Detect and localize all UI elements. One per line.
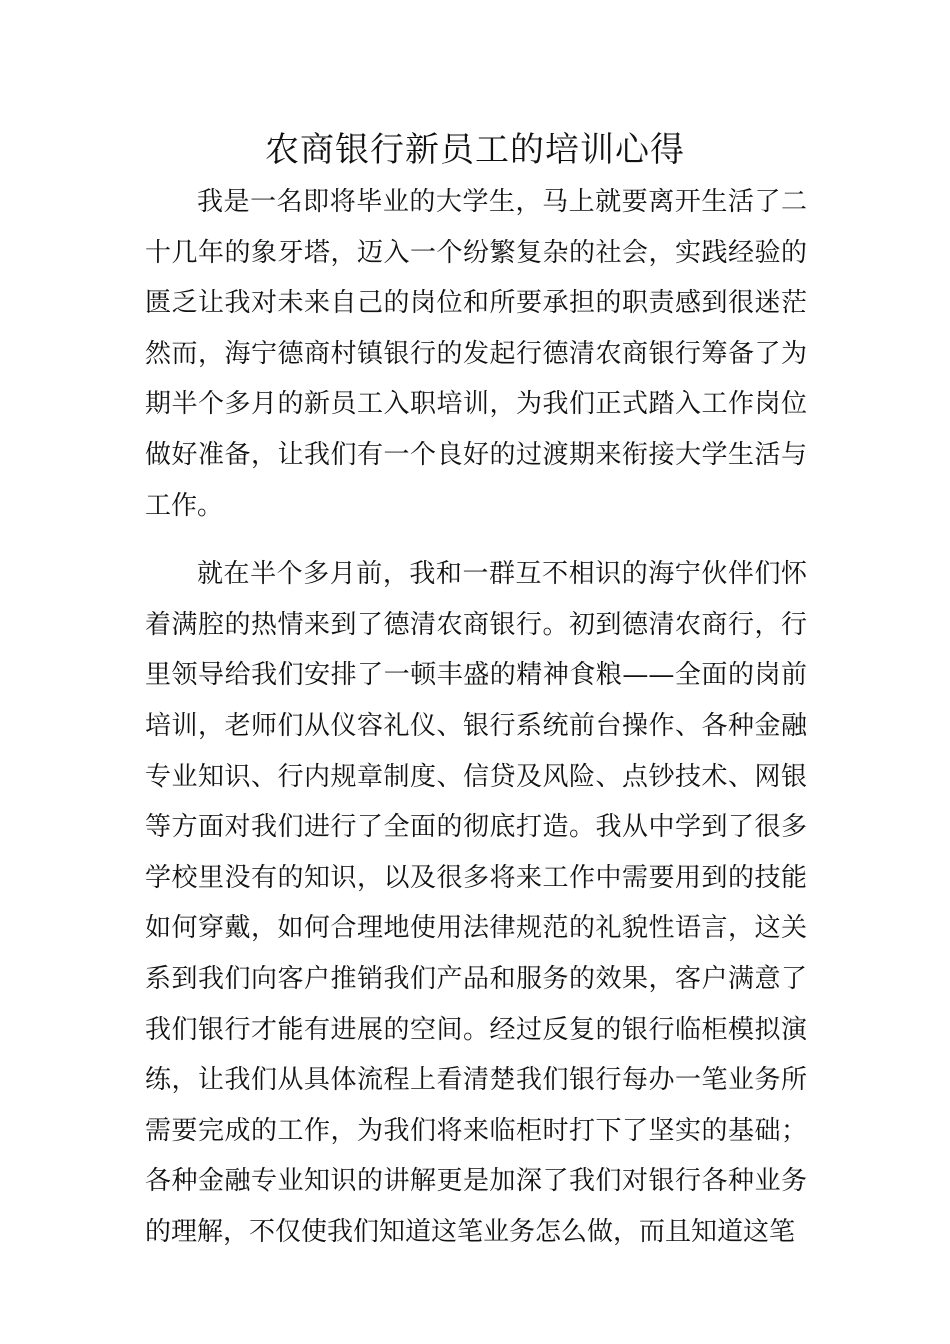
document-title: 农商银行新员工的培训心得 bbox=[265, 130, 685, 170]
document-body bbox=[145, 177, 807, 1257]
paragraph-2: 就在半个多月前，我和一群互不相识的海宁伙伴们怀着满腔的热情来到了德清农商银行。初到德清农商行，行里领导给我们安排了一顿丰盛的精神食粮——全面的岗前培训，老师们从仪容礼仪、银行系统前台操作、各种金融专业知识、行内规章制度、信贷及风险、点钞技术、网银等方面对我们进行了全面的彻底打造。我从中学到了很多学校里没有的知识，以及很多将来工作中需要用到的技能如何穿戴，如何合理地使用法律规范的礼貌性语言，这关系到我们向客户推销我们产品和服务的效果，客户满意了我们银行才能有进展的空间。经过反复的银行临柜模拟演练，让我们从具体流程上看清楚我们银行每办一笔业务所需要完成的工作，为我们将来临柜时打下了坚实的基础；各种金融专业知识的讲解更是加深了我们对银行各种业务的理解，不仅使我们知道这笔业务怎么做，而且知道这笔 bbox=[145, 559, 807, 1247]
paragraph-1: 我是一名即将毕业的大学生，马上就要离开生活了二十几年的象牙塔，迈入一个纷繁复杂的社会，实践经验的匮乏让我对未来自己的岗位和所要承担的职责感到很迷茫然而，海宁德商村镇银行的发起行德清农商银行筹备了为期半个多月的新员工入职培训，为我们正式踏入工作岗位做好准备，让我们有一个良好的过渡期来衔接大学生活与工作。 bbox=[145, 187, 807, 521]
paragraph-spacer bbox=[145, 531, 807, 549]
